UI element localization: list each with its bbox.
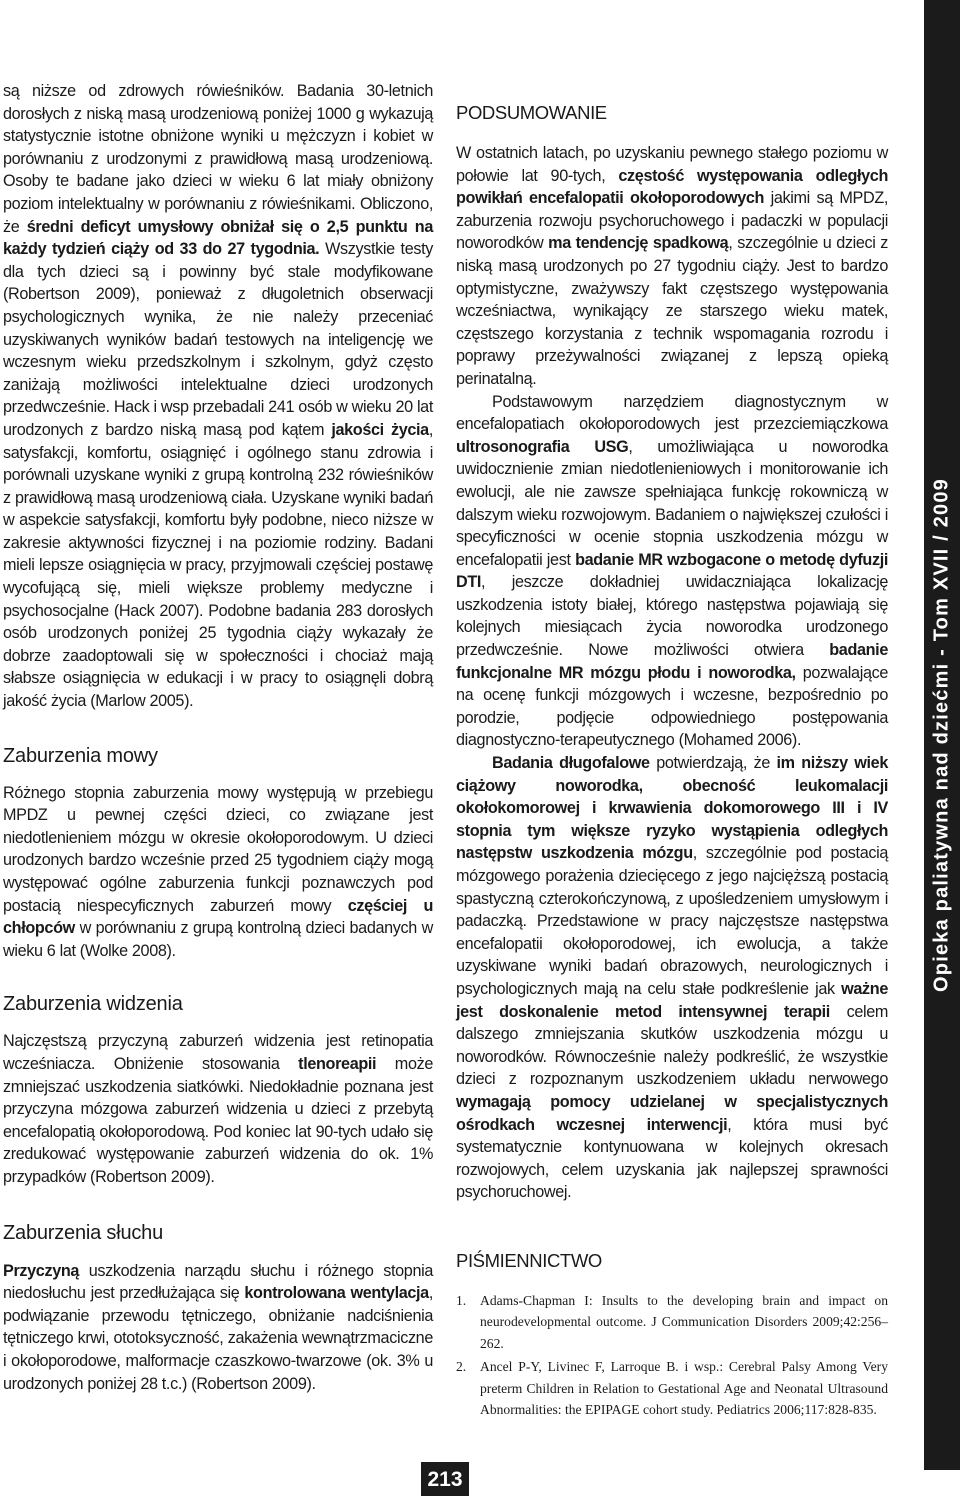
text-run: Najczęstszą przyczyną zaburzeń widzenia jest retinopatia wcześniacza. Obniżenie stosowania <box>3 1032 433 1073</box>
text-run: są niższe od zdrowych rówieśników. Badania 30-letnich dorosłych z niską masą urodzeniową poniżej 1000 g wykazują statystycznie istotne obniżone wyniki u mężczyzn i kobiet w porównaniu z urodzonymi z prawidłową masą urodzeniową. Osoby te badane jako dzieci w wieku 6 lat miały obniżony poziom intelektualny w porównaniu z rówieśnikami. Obliczono, że <box>3 82 433 236</box>
bold-text-run: badanie funkcjonalne MR mózgu płodu i noworodka, <box>456 641 888 682</box>
bold-text-run: jakości życia <box>331 420 429 439</box>
paragraph-podsumowanie-1 <box>456 142 888 391</box>
bold-text-run: kontrolowana wentylacja <box>244 1284 429 1303</box>
bold-text-run: im niższy wiek ciążowy noworodka, obecność leukomalacji okołokomorowej i krwawienia dokomorowego III i IV stopnia tym większe ryzyko wystąpienia odległych następstw uszkodzenia mózgu <box>456 754 888 863</box>
text-run: , umożliwiająca u noworodka uwidocznienie zmian niedotlenieniowych i monitorowanie ich ewolucji, ale nie zawsze spełniająca funkcję rokowniczą w dalszym wieku rozwojowym. Badaniem o największej czułości i specyficzności w ocenie stopnia uszkodzenia mózgu w encefalopatii jest <box>456 437 888 569</box>
left-column <box>3 80 433 1395</box>
paragraph-zaburzenia-mowy <box>3 782 433 963</box>
heading-zaburzenia-widzenia: Zaburzenia widzenia <box>3 993 183 1016</box>
bold-text-run: ma tendencję spadkową <box>548 234 729 253</box>
paragraph-zaburzenia-sluchu <box>3 1260 433 1396</box>
text-run: jakimi są MPDZ, zaburzenia rozwoju psychoruchowego i padaczki w populacji noworodków <box>456 189 888 253</box>
paragraph-zaburzenia-widzenia <box>3 1030 433 1188</box>
heading-zaburzenia-sluchu: Zaburzenia słuchu <box>3 1221 164 1244</box>
paragraph-podsumowanie-3 <box>456 752 888 1204</box>
bold-text-run: ważne jest doskonalenie metod intensywnej terapii <box>456 979 888 1021</box>
text-run: uszkodzenia narządu słuchu i różnego stopnia niedosłuchu jest przedłużająca się <box>3 1261 433 1303</box>
bold-text-run: Przyczyną <box>3 1261 80 1280</box>
text-run: potwierdzają, że <box>649 754 777 773</box>
paragraph-podsumowanie-2 <box>456 391 888 753</box>
bold-text-run: badanie MR wzbogacone o metodę dyfuzji DTI <box>456 550 888 592</box>
text-run: celem dalszego zmniejszania skutków uszkodzenia mózgu u noworodków. Równocześnie należy podkreślić, że wszystkie dzieci z rozpoznanym uszkodzeniem układu nerwowego <box>456 1002 888 1089</box>
bold-text-run: wymagają pomocy udzielanej w specjalistycznych ośrodkach wczesnej interwencji <box>456 1092 888 1134</box>
journal-side-bar <box>924 0 960 1470</box>
heading-zaburzenia-mowy: Zaburzenia mowy <box>3 744 158 767</box>
heading-podsumowanie: PODSUMOWANIE <box>456 102 607 123</box>
bold-text-run: częściej u chłopców <box>3 896 433 938</box>
bold-text-run: średni deficyt umysłowy obniżał się o 2,5 punktu na każdy tydzień ciąży od 33 do 27 tygodnia. <box>3 217 433 259</box>
reference-number: 2. <box>456 1359 467 1375</box>
right-column <box>456 80 888 1423</box>
reference-list <box>456 1290 888 1421</box>
reference-item <box>456 1290 888 1355</box>
text-run: , podwiązanie przewodu tętniczego, obniżanie nadciśnienia tętniczego krwi, ototoksyczność, zakażenia wewnątrzmaciczne i okołoporodowe, malformacje czaszkowo-twarzowe (ok. 3% u urodzonych poniżej 28 t.c.) (Robertson 2009). <box>3 1284 433 1393</box>
text-run: Wszystkie testy dla tych dzieci są i powinny być stale modyfikowane (Robertson 2009), ponieważ z długoletnich obserwacji psychologicznych wynika, że nie należy przeceniać uzyskiwanych wyników badań testowych na inteligencję we wczesnym wieku przedszkolnym i szkolnym, gdyż często zaniżają możliwości intelektualne dzieci urodzonych przedwcześnie. Hack i wsp przebadali 241 osób w wieku 20 lat urodzonych z bardzo niską masą pod kątem <box>3 240 433 439</box>
bold-text-run: Badania długofalowe <box>492 754 650 773</box>
bold-text-run: ultrosonografia USG <box>456 437 629 456</box>
page-number: 213 <box>421 1462 469 1496</box>
reference-number: 1. <box>456 1292 467 1308</box>
heading-pismiennictwo: PIŚMIENNICTWO <box>456 1249 602 1271</box>
text-run: , satysfakcji, komfortu, osiągnięć i ogólnego stanu zdrowia i porównali uzyskane wyniki z grupą kontrolną 232 rówieśników z prawidłową masą urodzeniową ciała. Uzyskane wyniki badań w aspekcie satysfakcji, komfortu były podobne, nieco niższe w zakresie aktywności fizycznej i na poziomie rodziny. Badani mieli lepsze osiągnięcia w pracy, przyjmowali częściej postawę wycofującą się, mieli większe problemy medyczne i psychosocjalne (Hack 2007). Podobne badania 283 dorosłych osób urodzonych poniżej 25 tygodnia ciąży wykazały że dobrze zaadoptowali się w społeczności i chociaż mają słabsze osiągnięcia w edukacji i w pracy to osiągnęli dobrą jakość życia (Marlow 2005). <box>3 420 433 711</box>
reference-item <box>456 1356 888 1421</box>
bold-text-run: tlenoreapii <box>298 1054 377 1073</box>
text-run: w porównaniu z grupą kontrolną dzieci badanych w wieku 6 lat (Wolke 2008). <box>3 919 433 960</box>
reference-text: Ancel P-Y, Livinec F, Larroque B. i wsp.: Cerebral Palsy Among Very preterm Children in Relation to Gestational Age and Neonatal Ultrasound Abnormalities: the EPIPAGE cohort study. Pediatrics 2006;117:828-835. <box>480 1359 888 1418</box>
text-run: Różnego stopnia zaburzenia mowy występują w przebiegu MPDZ u pewnej części dzieci, co związane jest niedotlenieniem mózgu w okresie okołoporodowym. U dzieci urodzonych bardzo wcześnie przed 25 tygodniem ciąży mogą występować ogólne zaburzenia funkcji poznawczych pod postacią niespecyficznych zaburzeń mowy <box>3 783 433 915</box>
text-run: , szczególnie pod postacią mózgowego porażenia dziecięcego z jego najcięższą postacią spastyczną czterokończynową, z upośledzeniem umysłowym i padaczką. Przedstawione w pracy najczęstsze następstwa encefalopatii okołoporodowej, ich ewolucja, a także uzyskiwane wyniki badań obrazowych, neurologicznych i psychologicznych mają na celu stałe podkreślenie jak <box>456 844 888 998</box>
paragraph-intro <box>3 80 433 713</box>
text-run: pozwalające na ocenę funkcji mózgowych i wczesne, bezpośrednio po porodzie, podjęcie odpowiedniego postępowania diagnostyczno-terapeutycznego (Mohamed 2006). <box>456 663 889 750</box>
journal-title: Opieka paliatywna nad dziećmi - Tom XVII / 2009 <box>930 478 953 992</box>
text-run: , która musi być systematycznie kontynuowana w kolejnych okresach rozwojowych, celem uzyskania jak najlepszej sprawności psychoruchowej. <box>456 1115 888 1202</box>
text-run: , jeszcze dokładniej uwidaczniająca lokalizację uszkodzenia istoty białej, którego następstwa pojawiają się kolejnych miesiącach życia noworodka urodzonego przedwcześnie. Nowe możliwości otwiera <box>456 573 888 660</box>
text-run: , szczególnie u dzieci z niską masą urodzonych po 27 tygodniu ciąży. Jest to bardzo optymistyczne, zważywszy fakt częstszego występowania wcześniactwa, wynikający ze starszego wieku matek, częstszego korzystania z technik wspomagania rozrodu i poprawy przeżywalności związanej z lepszą opieką perinatalną. <box>456 234 888 388</box>
reference-text: Adams-Chapman I: Insults to the developing brain and impact on neurodevelopmental outcome. J Communication Disorders 2009;42:256–262. <box>480 1292 888 1351</box>
text-run: Podstawowym narzędziem diagnostycznym w encefalopatiach okołoporodowych jest przezciemiączkowa <box>456 392 888 434</box>
bold-text-run: częstość występowania odległych powikłań encefalopatii okołoporodowych <box>456 166 888 208</box>
text-run: może zmniejszać uszkodzenia siatkówki. Niedokładnie poznana jest przyczyna mózgowa zaburzeń widzenia u dzieci z przebytą encefalopatią okołoporodową. Pod koniec lat 90-tych udało się zredukować występowanie zaburzeń widzenia do ok. 1% przypadków (Robertson 2009). <box>3 1054 433 1186</box>
text-run: W ostatnich latach, po uzyskaniu pewnego stałego poziomu w połowie lat 90-tych, <box>456 144 888 185</box>
